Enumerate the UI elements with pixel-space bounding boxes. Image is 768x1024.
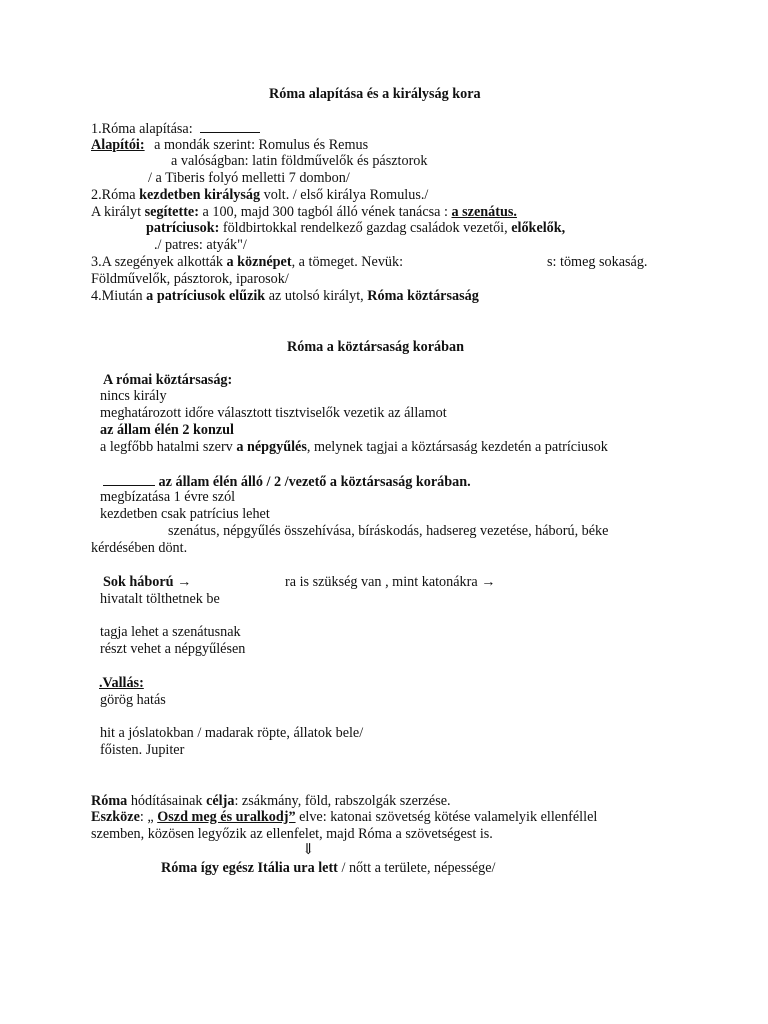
text: : zsákmány, föld, rabszolgák szerzése. [234, 793, 451, 809]
text-bold: patríciusok: [146, 220, 220, 236]
text-bold: célja [206, 793, 235, 809]
heading-vallas: .Vallás: [99, 675, 144, 691]
text-bold: Róma így egész Itália ura lett [161, 860, 338, 876]
line-tiberis: / a Tiberis folyó melletti 7 dombon/ [148, 170, 350, 186]
line-nincs-kiraly: nincs király [100, 388, 167, 404]
line-szenatusnak: tagja lehet a szenátusnak [100, 624, 241, 640]
blank-fill [103, 473, 155, 486]
line-alapitoi [91, 137, 368, 154]
text-bold-underline: Oszd meg és uralkodj” [157, 809, 296, 825]
text: 1.Róma alapítása: [91, 121, 193, 137]
text-bold: kezdetben királyság [139, 187, 261, 203]
heading-sok-haboru: Sok háború → [103, 574, 192, 590]
text: 4.Miután [91, 288, 147, 304]
line-eszkoze [91, 809, 597, 826]
text-bold: az állam élén álló / 2 /vezető a köztársaság korában. [155, 474, 471, 490]
line-hivatalt: hivatalt tölthetnek be [100, 591, 220, 607]
text: 3.A szegények alkották [91, 254, 227, 270]
blank-fill [200, 120, 260, 133]
text-bold: a patríciusok elűzik [146, 288, 266, 304]
line-patriciusok [146, 220, 565, 237]
line-szenatus-osszehivasa: szenátus, népgyűlés összehívása, bíráskodás, hadsereg vezetése, háború, béke [168, 523, 609, 539]
line-konzul: az állam élén 2 konzul [100, 422, 234, 438]
line-celja [91, 793, 451, 810]
line-foldmuvelok: Földművelők, pásztorok, iparosok/ [91, 271, 289, 287]
text: az utolsó királyt, [265, 288, 368, 304]
text-bold: a népgyűlés [236, 439, 307, 455]
line-nepgyulesen: részt vehet a népgyűlésen [100, 641, 246, 657]
title-roma-alapitasa: Róma alapítása és a királyság kora [269, 86, 481, 102]
text-bold: segítette: [144, 204, 199, 220]
line-koznep-right: s: tömeg sokaság. [547, 254, 648, 270]
text: , melynek tagjai a köztársaság kezdetén a patríciusok [306, 439, 608, 455]
text: a mondák szerint: Romulus és Remus [154, 137, 369, 153]
line-koznep [91, 254, 403, 271]
line-gorog-hatas: görög hatás [100, 692, 166, 708]
line-nepgyules [100, 439, 608, 456]
text: a 100, majd 300 tagból álló vének tanácsa : [198, 204, 452, 220]
line-foisten: főisten. Jupiter [100, 742, 185, 758]
text-bold: Róma [91, 793, 128, 809]
text: A királyt [91, 204, 145, 220]
line-patres: ./ patres: atyák"/ [154, 237, 247, 253]
title-koztarsasag-koraban: Róma a köztársaság korában [287, 339, 464, 355]
line-szenatus [91, 204, 517, 221]
line-valosagban: a valóságban: latin földművelők és pásztorok [171, 153, 428, 169]
text: hódításainak [127, 793, 207, 809]
line-kiralysag [91, 187, 428, 204]
line-joslatok: hit a jóslatokban / madarak röpte, állatok bele/ [100, 725, 364, 741]
line-kerdeseben: kérdésében dönt. [91, 540, 188, 556]
text: : „ [139, 809, 158, 825]
text-bold: Eszköze [91, 809, 140, 825]
line-roma-alapitasa [91, 120, 260, 138]
text: földbirtokkal rendelkező gazdag családok vezetői, [219, 220, 512, 236]
line-megbizatas: megbízatása 1 évre szól [100, 489, 236, 505]
heading-romai-koztarsasag: A római köztársaság: [103, 372, 233, 388]
line-katonakra: ra is szükség van , mint katonákra → [285, 574, 496, 590]
text: a legfőbb hatalmi szerv [100, 439, 237, 455]
text: 2.Róma [91, 187, 140, 203]
text: / nőtt a területe, népessége/ [337, 860, 496, 876]
line-tisztviselok: meghatározott időre választott tisztviselők vezetik az államot [100, 405, 447, 421]
line-szemben: szemben, közösen legyőzik az ellenfelet, majd Róma a szövetségest is. [91, 826, 493, 842]
line-italia [161, 860, 496, 877]
text-bold: előkelők, [511, 220, 566, 236]
text: volt. / első királya Romulus./ [260, 187, 429, 203]
double-down-arrow-icon: ⇓ [302, 842, 315, 858]
text: , a tömeget. Nevük: [291, 254, 404, 270]
text-bold: Róma köztársaság [367, 288, 479, 304]
text-bold: a köznépet [226, 254, 292, 270]
text: elve: katonai szövetség kötése valamelyik ellenféllel [295, 809, 598, 825]
label-alapitoi: Alapítói: [91, 137, 145, 153]
line-koztarsasag [91, 288, 479, 305]
line-patricius: kezdetben csak patrícius lehet [100, 506, 270, 522]
text-bold-underline: a szenátus. [451, 204, 517, 220]
